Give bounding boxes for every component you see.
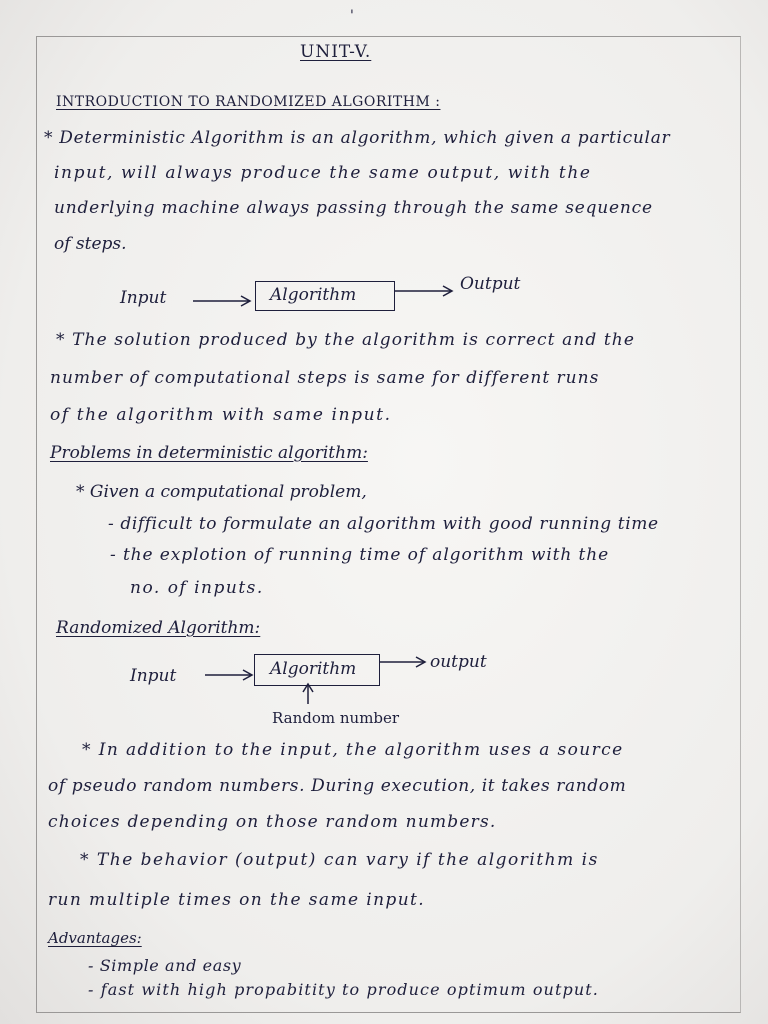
det-input-label: Input	[120, 288, 167, 308]
problems-item-1: - difficult to formulate an algorithm with good running time	[108, 514, 659, 534]
page-mark: '	[350, 8, 354, 24]
rand-output-arrow	[380, 657, 430, 667]
advantages-item-1: - Simple and easy	[88, 956, 242, 975]
det-line-4: of steps.	[54, 234, 127, 254]
page-title: UNIT-V.	[300, 42, 372, 62]
rand-output-label: output	[430, 652, 487, 672]
solution-line-2: number of computational steps is same for different runs	[50, 368, 600, 388]
rand-line-4: * The behavior (output) can vary if the algorithm is	[80, 850, 599, 870]
rand-input-label: Input	[130, 666, 177, 686]
det-line-2: input, will always produce the same output, with the	[54, 163, 592, 183]
random-number-arrow	[302, 684, 314, 706]
problems-item-2: - the explotion of running time of algorithm with the	[110, 545, 610, 565]
solution-line-3: of the algorithm with same input.	[50, 405, 392, 425]
det-algorithm-label: Algorithm	[270, 285, 357, 305]
solution-line-1: * The solution produced by the algorithm is correct and the	[56, 330, 635, 350]
det-line-1: * Deterministic Algorithm is an algorithm, which given a particular	[44, 128, 671, 148]
advantages-item-2: - fast with high propabitity to produce optimum output.	[88, 980, 599, 999]
rand-line-5: run multiple times on the same input.	[48, 890, 426, 910]
section-heading: INTRODUCTION TO RANDOMIZED ALGORITHM :	[56, 94, 441, 110]
det-output-arrow	[395, 286, 455, 296]
rand-line-3: choices depending on those random numbers.	[48, 812, 497, 832]
det-line-3: underlying machine always passing through the same sequence	[54, 198, 653, 218]
advantages-heading: Advantages:	[48, 929, 142, 947]
random-number-label: Random number	[272, 709, 400, 727]
rand-input-arrow	[205, 670, 255, 680]
det-input-arrow	[193, 296, 253, 306]
randomized-heading: Randomized Algorithm:	[56, 618, 261, 638]
rand-line-2: of pseudo random numbers. During execution, it takes random	[48, 776, 627, 796]
problems-heading: Problems in deterministic algorithm:	[50, 443, 368, 463]
problems-item-3: no. of inputs.	[130, 578, 264, 598]
rand-algorithm-label: Algorithm	[270, 659, 357, 679]
det-output-label: Output	[460, 274, 521, 294]
problems-intro: * Given a computational problem,	[76, 482, 367, 502]
rand-line-1: * In addition to the input, the algorithm uses a source	[82, 740, 624, 760]
